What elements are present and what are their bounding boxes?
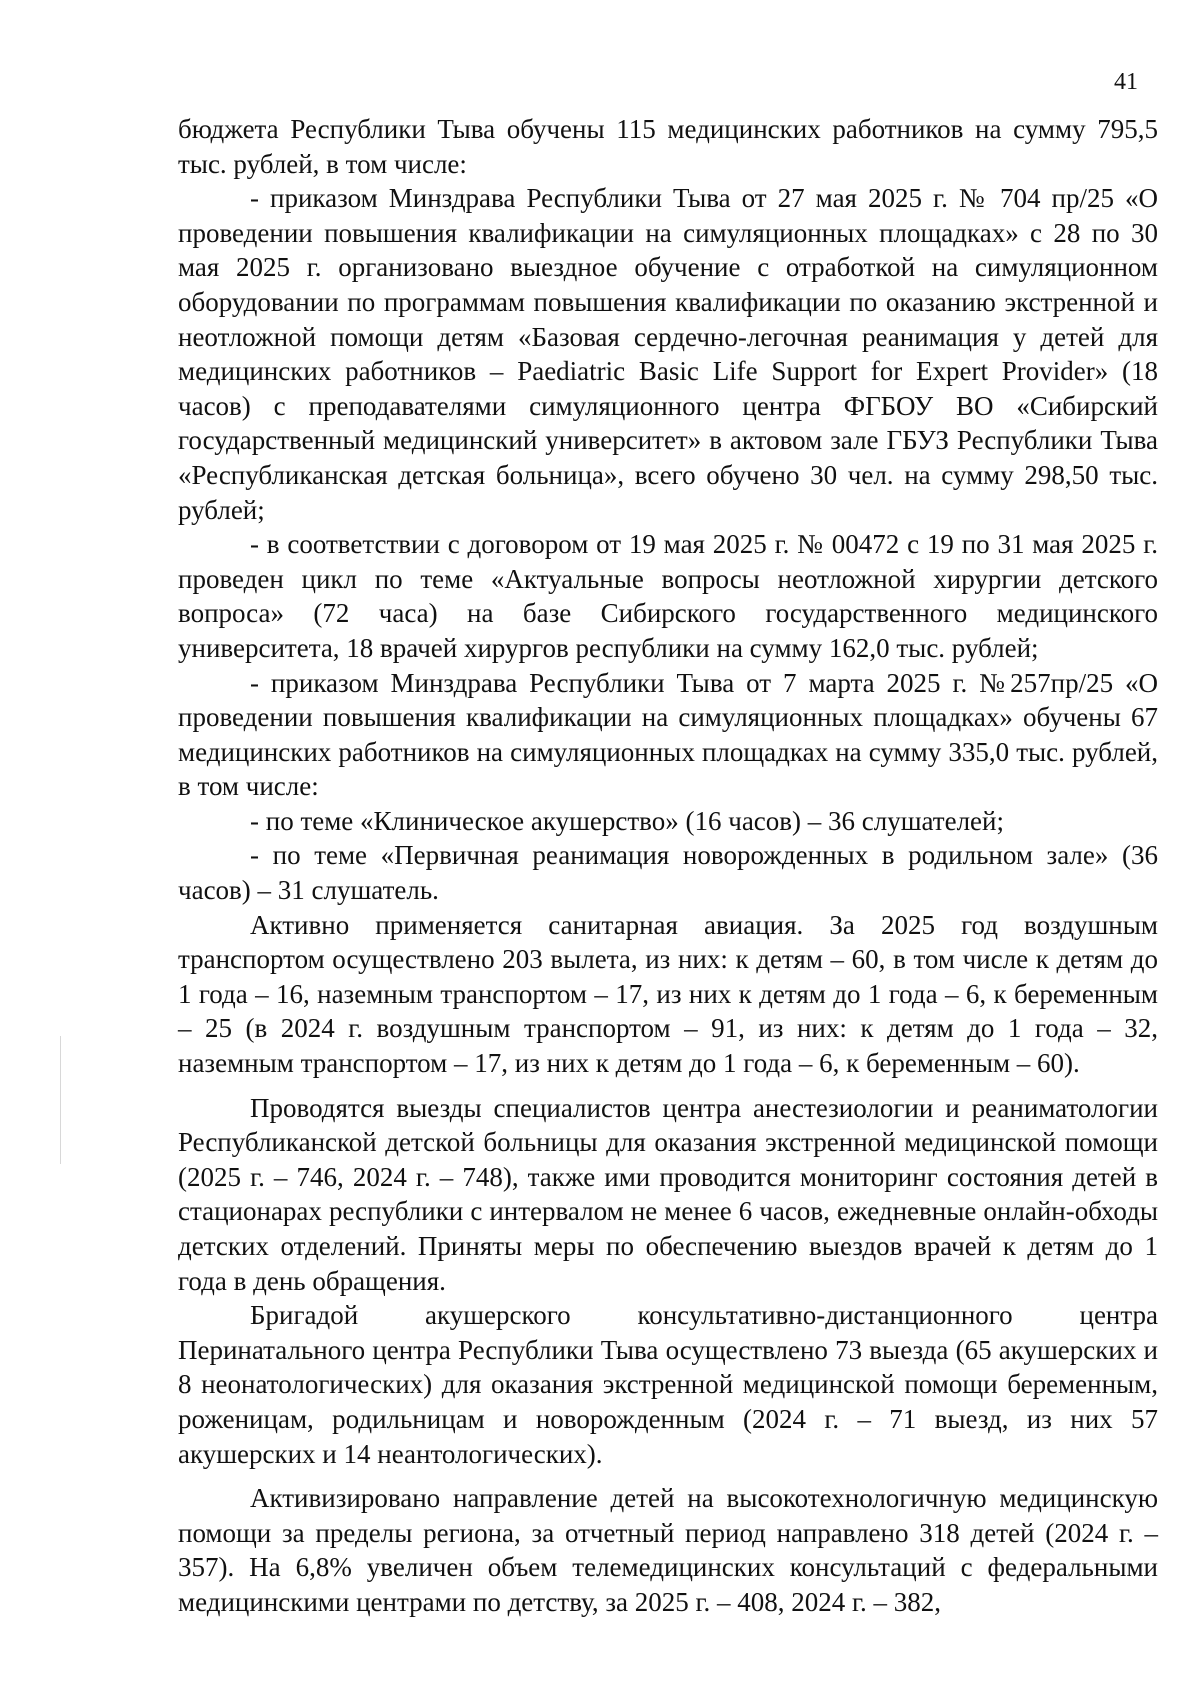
paragraph-subitem-obstetrics: - по теме «Клиническое акушерство» (16 часов) – 36 слушателей; [250,805,1004,836]
paragraph-subitem-resuscitation: - по теме «Первичная реанимация новорожденных в родильном зале» (36 часов) – 31 слушатель. [178,840,1158,906]
paragraph-item-contract-00472: - в соответствии с договором от 19 мая 2025 г. № 00472 с 19 по 31 мая 2025 г. проведен цикл по теме «Актуальные вопросы неотложной хирургии детского вопроса» (72 часа) на базе Сибирского государственного медицинского университета, 18 врачей хирургов республики на сумму 162,0 тыс. рублей; [178,529,1158,663]
scan-margin-line [60,1036,61,1164]
paragraph-continuation: бюджета Республики Тыва обучены 115 медицинских работников на сумму 795,5 тыс. рублей, в том числе: [178,114,1158,179]
paragraph-sanitary-aviation: Активно применяется санитарная авиация. За 2025 год воздушным транспортом осуществлено 203 вылета, из них: к детям – 60, в том числе к детям до 1 года – 16, наземным транспортом – 17, из них к детям до 1 года – 6, к беременным – 25 (в 2024 г. воздушным транспортом – 91, из них: к детям до 1 года – 32, наземным транспортом – 17, из них к детям до 1 года – 6, к беременным – 60). [178,909,1158,1079]
paragraph-item-order-704: - приказом Минздрава Республики Тыва от 27 мая 2025 г. № 704 пр/25 «О проведении повышения квалификации на симуляционных площадках» с 28 по 30 мая 2025 г. организовано выездное обучение с отработкой на симуляционном оборудовании по программам повышения квалификации по оказанию экстренной и неотложной помощи детям «Базовая сердечно-легочная реанимация у детей для медицинских работников – Paediatric Basic Life Support for Expert Provider» (18 часов) с преподавателями симуляционного центра ФГБОУ ВО «Сибирский государственный медицинский университет» в актовом зале ГБУЗ Республики Тыва «Республиканская детская больница», всего обучено 30 чел. на сумму 298,50 тыс. рублей; [178,183,1158,525]
paragraph-perinatal-center: Бригадой акушерского консультативно-дистанционного центра Перинатального центра Республики Тыва осуществлено 73 выезда (65 акушерских и 8 неонатологических) для оказания экстренной медицинской помощи беременным, роженицам, родильницам и новорожденным (2024 г. – 71 выезд, из них 57 акушерских и 14 неантологических). [178,1300,1158,1469]
paragraph-anesthesiology-visits: Проводятся выезды специалистов центра анестезиологии и реаниматологии Республиканской детской больницы для оказания экстренной медицинской помощи (2025 г. – 746, 2024 г. – 748), также ими проводится мониторинг состояния детей в стационарах республики с интервалом не менее 6 часов, ежедневные онлайн-обходы детских отделений. Приняты меры по обеспечению выездов врачей к детям до 1 года в день обращения. [178,1092,1158,1296]
paragraph-item-order-257: - приказом Минздрава Республики Тыва от 7 марта 2025 г. №257пр/25 «О проведении повышения квалификации на симуляционных площадках» обучены 67 медицинских работников на симуляционных площадках на сумму 335,0 тыс. рублей, в том числе: [178,667,1158,802]
page-number: 41 [1114,69,1138,95]
document-body [178,112,1158,1620]
paragraph-high-tech-care: Активизировано направление детей на высокотехнологичную медицинскую помощи за пределы региона, за отчетный период направлено 318 детей (2024 г. – 357). На 6,8% увеличен объем телемедицинских консультаций с федеральными медицинскими центрами по детству, за 2025 г. – 408, 2024 г. – 382, [178,1483,1158,1617]
